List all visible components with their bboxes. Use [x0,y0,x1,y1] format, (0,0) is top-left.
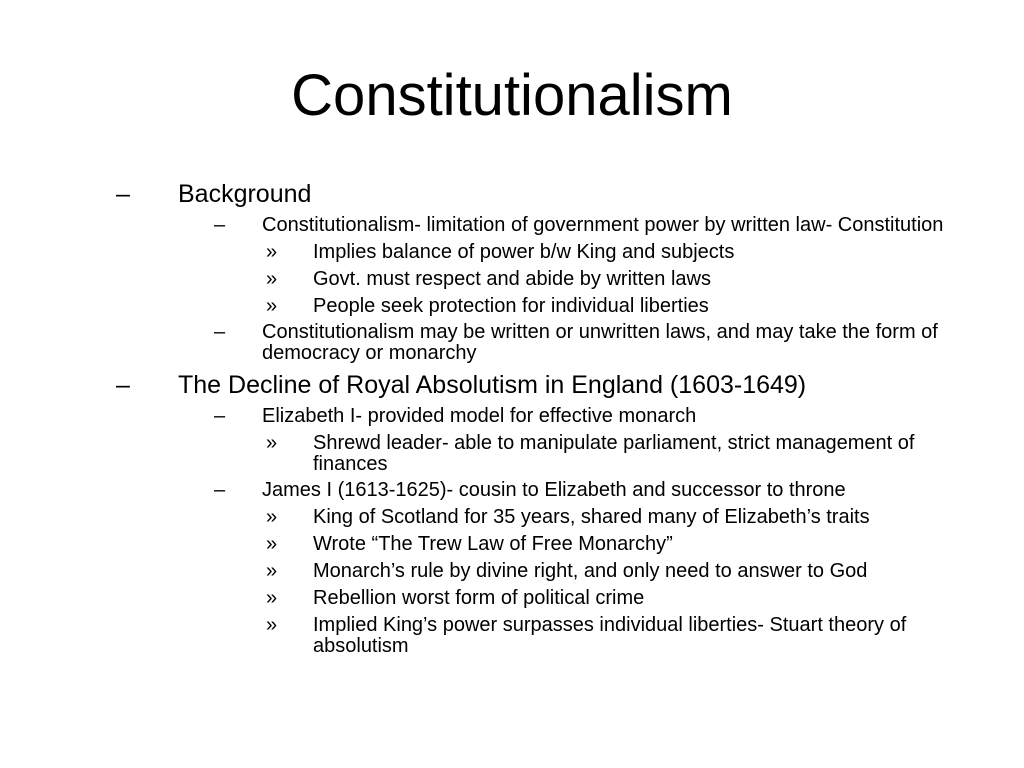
bullet-level2 [0,480,962,501]
guillemet-marker: » [266,241,278,263]
bullet-text: Background [178,180,312,208]
guillemet-marker: » [266,268,278,290]
bullet-level3 [0,296,973,317]
bullet-level1 [0,369,958,401]
guillemet-marker: » [266,560,278,582]
bullet-text: Implies balance of power b/w King and subjects [313,241,735,263]
bullet-text: Constitutionalism may be written or unwritten laws, and may take the form of democracy or monarchy [262,321,938,364]
bullet-text: People seek protection for individual liberties [313,295,709,317]
bullet-level2 [0,215,962,236]
guillemet-marker: » [266,614,278,636]
bullet-text: Wrote “The Trew Law of Free Monarchy” [313,533,673,555]
bullet-text: Govt. must respect and abide by written laws [313,268,711,290]
dash-marker: – [116,371,130,399]
bullet-text: Constitutionalism- limitation of government power by written law- Constitution [262,214,944,236]
bullet-level3 [0,534,973,555]
bullet-level1 [0,178,958,210]
bullet-text: James I (1613-1625)- cousin to Elizabeth and successor to throne [262,479,846,501]
bullet-level3 [0,507,973,528]
bullet-text: The Decline of Royal Absolutism in England (1603-1649) [178,371,807,399]
dash-marker: – [214,321,226,343]
bullet-level2 [0,406,962,427]
slide-content [0,178,1024,657]
bullet-text: Monarch’s rule by divine right, and only need to answer to God [313,560,868,582]
guillemet-marker: » [266,533,278,555]
bullet-text: Implied King’s power surpasses individual liberties- Stuart theory of absolutism [313,614,907,657]
bullet-text: Elizabeth I- provided model for effective monarch [262,405,697,427]
bullet-level3 [0,242,973,263]
guillemet-marker: » [266,432,278,454]
bullet-level3 [0,561,973,582]
dash-marker: – [116,180,130,208]
slide-title: Constitutionalism [291,63,733,128]
guillemet-marker: » [266,587,278,609]
guillemet-marker: » [266,506,278,528]
bullet-level2 [0,322,962,364]
bullet-level3 [0,269,973,290]
bullet-level3 [0,433,973,475]
guillemet-marker: » [266,295,278,317]
bullet-level3 [0,615,973,657]
bullet-level3 [0,588,973,609]
dash-marker: – [214,479,226,501]
bullet-text: Rebellion worst form of political crime [313,587,645,609]
bullet-text: Shrewd leader- able to manipulate parliament, strict management of finances [313,432,915,475]
dash-marker: – [214,214,226,236]
dash-marker: – [214,405,226,427]
bullet-text: King of Scotland for 35 years, shared many of Elizabeth’s traits [313,506,870,528]
